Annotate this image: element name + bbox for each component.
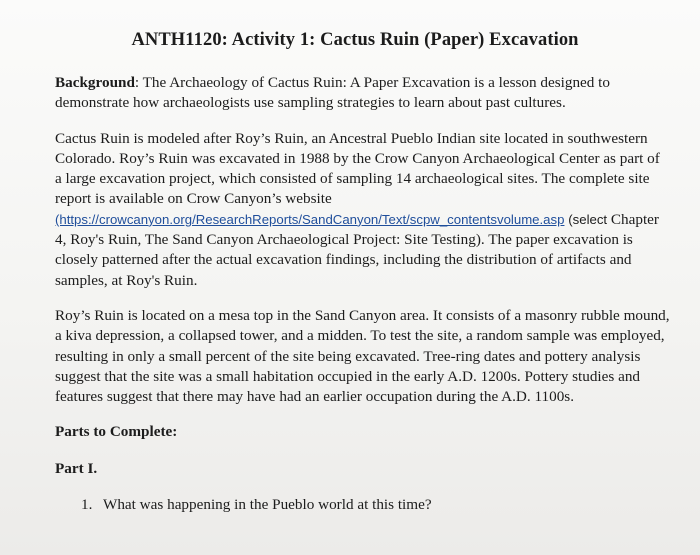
select-text: (select [568,211,608,227]
document-title: ANTH1120: Activity 1: Cactus Ruin (Paper) Excavation [131,30,579,50]
part-one-heading: Part I. [55,459,98,477]
background-text: : The Archaeology of Cactus Ruin: A Paper Excavation is a lesson designed to demonstrate how archaeologists use sampling strategies to learn about past cultures. [55,74,610,112]
roys-ruin-text: Cactus Ruin is modeled after Roy’s Ruin, an Ancestral Pueblo Indian site located in southwestern Colorado. Roy’s Ruin was excavated in 1988 by the Crow Canyon Archaeological Center as part of a large excavation project, which consisted of sampling 14 archaeological sites. The complete site report is available on Crow Canyon’s website [55,129,660,208]
site-description-paragraph: Roy’s Ruin is located on a mesa top in the Sand Canyon area. It consists of a masonry rubble mound, a kiva depression, a collapsed tower, and a midden. To test the site, a random sample was employed, resulting in only a small percent of the site being excavated. Tree-ring dates and pottery analysis suggest that the site was a small habitation occupied in the early A.D. 1200s. Pottery studies and features suggest that there may have had an earlier occupation during the A.D. 1100s. [55,306,670,406]
parts-heading: Parts to Complete: [55,423,178,441]
roys-ruin-paragraph [55,129,670,291]
question-text: What was happening in the Pueblo world at this time? [103,496,432,514]
background-label: Background [55,74,135,91]
background-paragraph [55,73,670,114]
question-number: 1. [81,496,93,514]
chapter-text: Chapter 4, Roy's Ruin, The Sand Canyon Archaeological Project: Site Testing). The paper excavation is closely patterned after the actual excavation findings, including the distribution of artifacts and samples, at Roy's Ruin. [55,210,659,289]
crow-canyon-link[interactable]: (https://crowcanyon.org/ResearchReports/SandCanyon/Text/scpw_contentsvolume.asp [55,211,565,227]
question-item [81,495,670,515]
